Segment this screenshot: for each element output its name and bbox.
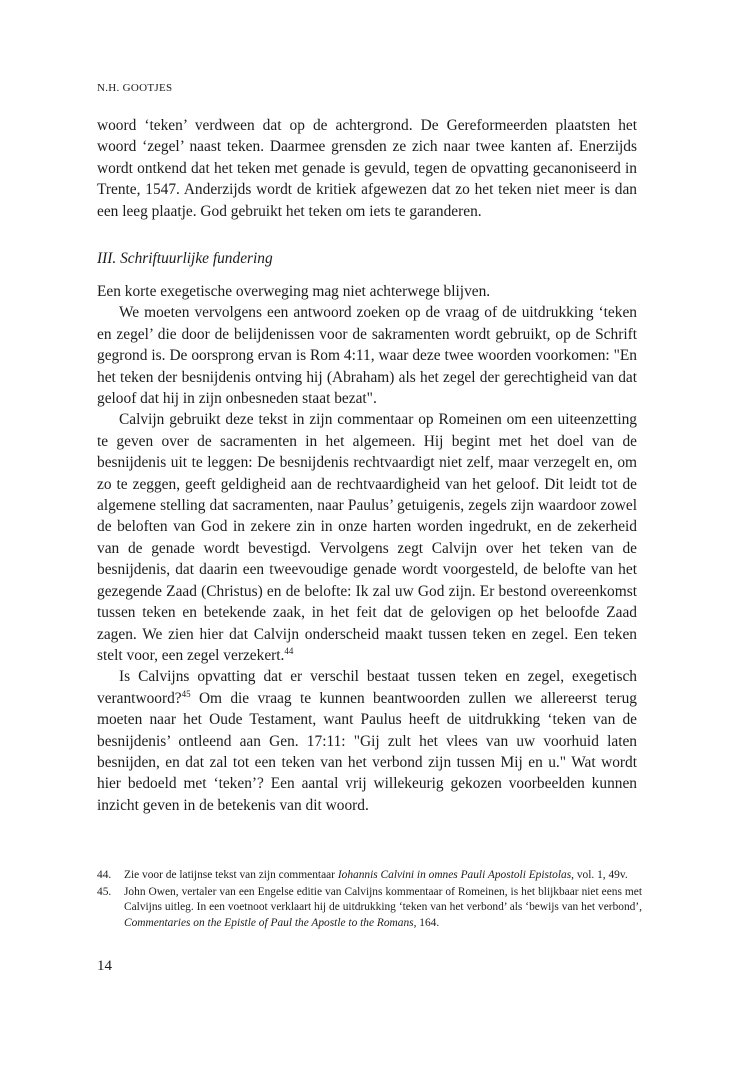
section-heading: III. Schriftuurlijke fundering [97, 250, 273, 267]
footnote-title: Iohannis Calvini in omnes Pauli Apostoli Epistolas [337, 869, 572, 881]
paragraph-3-text: Calvijn gebruikt deze tekst in zijn commentaar op Romeinen om een uiteenzetting te geven over de sacramenten in het algemeen. Hij begint met het doel van de besnijdenis uit te leggen: De besnijdenis rechtvaardigt niet zelf, maar verzegelt en, om zo te zeggen, geeft geldigheid aan de rechtvaardigheid van het geloof. Dit leidt tot de algemene stelling dat sacramenten, naar Paulus’ getuigenis, zegels zijn waardoor zowel de beloften van God in zekere zin in onze harten worden ingedrukt, en de zekerheid van de genade wordt bevestigd. Vervolgens zegt Calvijn over het teken van de besnijdenis, dat daarin een tweevoudige genade wordt voorgesteld, de belofte van het gezegende Zaad (Christus) en de belofte: Ik zal uw God zijn. Er bestond overeenkomst tussen teken en betekende zaak, in het feit dat de gelovigen op het beloofde Zaad zagen. We zien hier dat Calvijn onderscheid maakt tussen teken en zegel. Een teken stelt voor, een zegel verzekert. [97, 411, 637, 664]
footnote-text-a: Zie voor de latijnse tekst van zijn commentaar [124, 869, 338, 881]
footnote-44 [97, 868, 642, 883]
paragraph-4-text-b: Om die vraag te kunnen beantwoorden zullen we allereerst terug moeten naar het Oude Testament, want Paulus heeft de uitdrukking ‘teken van de besnijdenis’ ontleend aan Gen. 17:11: "Gij zult het vlees van uw voorhuid laten besnijden, en dat zal tot een teken van het verbond zijn tussen Mij en u." Wat wordt hier bedoeld met ‘teken’? Een aantal vrij willekeurig gekozen voorbeelden kunnen inzicht geven in de betekenis van dit woord. [97, 689, 637, 814]
section-body [97, 281, 637, 816]
paragraph-4 [97, 666, 637, 816]
footnote-ref-45[interactable]: 45 [181, 688, 191, 699]
footnote-text-b: , vol. 1, 49v. [571, 869, 628, 881]
footnote-text [124, 868, 642, 883]
paragraph-3 [97, 409, 637, 666]
footnote-number: 45. [97, 886, 112, 899]
page-number: 14 [97, 958, 112, 974]
footnote-text [124, 885, 642, 931]
running-head: N.H. GOOTJES [97, 82, 173, 94]
footnote-number: 44. [97, 869, 112, 881]
paragraph-1: Een korte exegetische overweging mag niet achterwege blijven. [97, 283, 491, 300]
paragraph-2: We moeten vervolgens een antwoord zoeken op de vraag of de uitdrukking ‘teken en zegel’ die door de belijdenissen voor de sakramenten wordt gebruikt, op de Schrift gegrond is. De oorsprong ervan is Rom 4:11, waar deze twee woorden voorkomen: "En het teken der besnijdenis ontving hij (Abraham) als het zegel der gerechtigheid van dat geloof dat hij in zijn onbesneden staat bezat". [97, 304, 637, 408]
footnote-45 [97, 885, 642, 931]
footnote-text-a: John Owen, vertaler van een Engelse editie van Calvijns kommentaar of Romeinen, is het blijkbaar niet eens met Calvijns uitleg. In een voetnoot verklaart hij de uitdrukking ‘teken van het verbond’ als ‘bewijs van het verbond’, [124, 886, 642, 914]
footnote-text-b: , 164. [413, 916, 440, 929]
footnotes [97, 868, 642, 933]
intro-paragraph: woord ‘teken’ verdween dat op de achtergrond. De Gereformeerden plaatsten het woord ‘zegel’ naast teken. Daarmee grensden ze zich naar twee kanten af. Enerzijds wordt ontkend dat het teken met genade is gevuld, tegen de opvatting gecanoniseerd in Trente, 1547. Anderzijds wordt de kritiek afgewezen dat zo het teken niet meer is dan een leeg plaatje. God gebruikt het teken om iets te garanderen. [97, 117, 637, 220]
footnote-ref-44[interactable]: 44 [284, 645, 294, 656]
paragraph-4-text-a: Is Calvijns opvatting dat er verschil bestaat tussen teken en zegel, exegetisch verantwoord? [97, 668, 637, 707]
intro-text-block [97, 115, 637, 222]
footnote-title: Commentaries on the Epistle of Paul the Apostle to the Romans [124, 916, 414, 929]
